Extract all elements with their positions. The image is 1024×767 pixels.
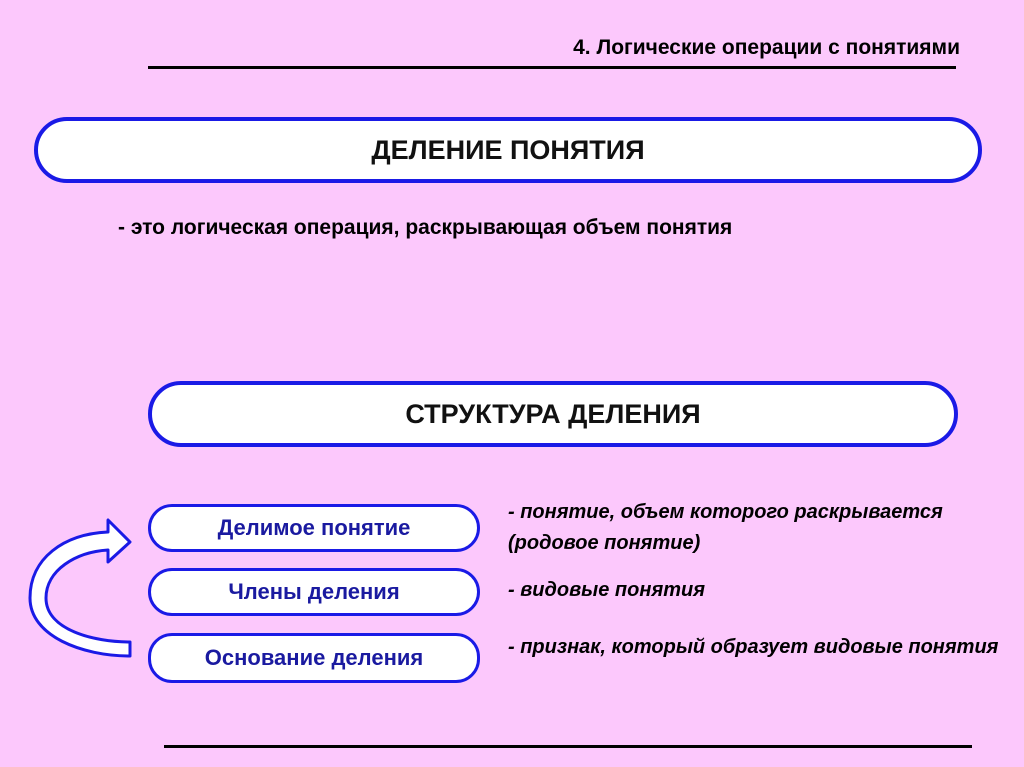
- definition-text: - это логическая операция, раскрывающая объем понятия: [118, 216, 733, 239]
- bottom-divider: [164, 745, 972, 748]
- item-divisible-concept: [148, 504, 480, 552]
- item-label: Делимое понятие: [217, 515, 411, 540]
- top-divider: [148, 66, 956, 69]
- item-description: - видовые понятия: [508, 579, 706, 601]
- main-heading: ДЕЛЕНИЕ ПОНЯТИЯ: [371, 134, 645, 165]
- curved-arrow-icon: [28, 512, 140, 670]
- item-description: - признак, который образует видовые понятия: [508, 636, 999, 658]
- item-division-members: [148, 568, 480, 616]
- main-heading-box: [34, 117, 982, 183]
- item-label: Основание деления: [204, 645, 424, 670]
- structure-heading: СТРУКТУРА ДЕЛЕНИЯ: [405, 398, 701, 429]
- item-description: - понятие, объем которого раскрывается (родовое понятие): [508, 501, 943, 554]
- item-label: Члены деления: [228, 579, 400, 604]
- structure-heading-box: [148, 381, 958, 447]
- item-division-basis: [148, 633, 480, 683]
- slide-title: 4. Логические операции с понятиями: [573, 36, 960, 59]
